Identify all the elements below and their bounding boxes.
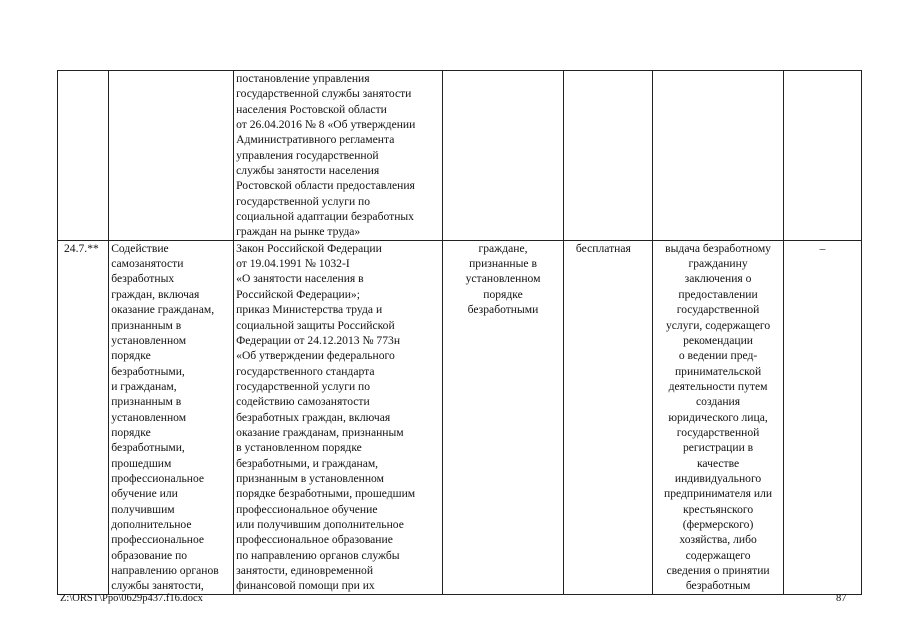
footer-file-path: Z:\ORST\Ppo\0629p437.f16.docx	[60, 593, 203, 604]
page-number: 87	[836, 593, 847, 604]
cell-result: выдача безработному гражданину заключения о предоставлении государственной услуги, содержащего рекомендации о ведении пред- принимательской деятельности путем создания юридического лица, государственной регистрации в качестве индивидуального предпринимателя или крестьянского (фермерского) хозяйства, либо содержащего сведения о принятии безработным	[653, 240, 784, 594]
cell-result	[653, 71, 784, 241]
cell-extra	[784, 71, 862, 241]
table-row	[58, 71, 862, 241]
cell-number	[58, 71, 109, 241]
cell-cost: бесплатная	[563, 240, 652, 594]
cell-legal-basis: постановление управления государственной службы занятости населения Ростовской области от 26.04.2016 № 8 «Об утверждении Административного регламента управления государственной службы занятости населения Ростовской области предоставления государственной услуги по социальной адаптации безработных граждан на рынке труда»	[234, 71, 443, 241]
table-row	[58, 240, 862, 594]
cell-extra: –	[784, 240, 862, 594]
cell-recipients: граждане, признанные в установленном порядке безработными	[443, 240, 564, 594]
cell-cost	[563, 71, 652, 241]
cell-number: 24.7.**	[58, 240, 109, 594]
cell-service-name	[109, 71, 234, 241]
cell-service-name: Содействие самозанятости безработных граждан, включая оказание гражданам, признанным в установленном порядке безработными, и гражданам, признанным в установленном порядке безработными, прошедшим профессиональное обучение или получившим дополнительное профессиональное образование по направлению органов службы занятости,	[109, 240, 234, 594]
document-table	[57, 70, 862, 595]
cell-recipients	[443, 71, 564, 241]
cell-legal-basis: Закон Российской Федерации от 19.04.1991 № 1032-I «О занятости населения в Российской Федерации»; приказ Министерства труда и социальной защиты Российской Федерации от 24.12.2013 № 773н «Об утверждении федерального государственного стандарта государственной услуги по содействию самозанятости безработных граждан, включая оказание гражданам, признанным в установленном порядке безработными, и гражданам, признанным в установленном порядке безработными, прошедшим профессиональное обучение или получившим дополнительное профессиональное образование по направлению органов службы занятости, единовременной финансовой помощи при их	[234, 240, 443, 594]
